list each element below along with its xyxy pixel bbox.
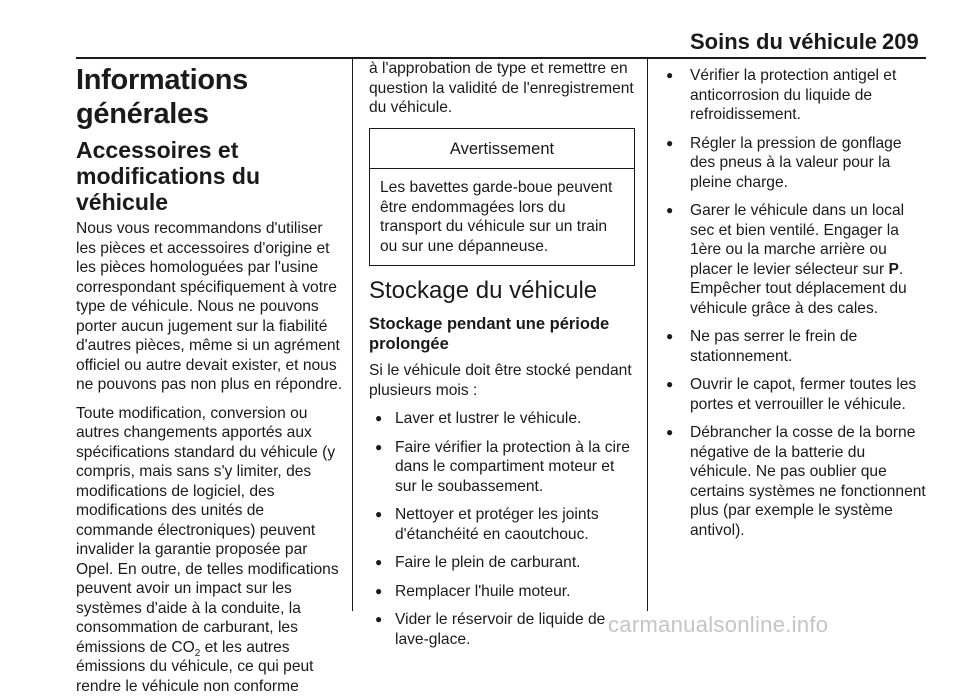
storage-heading: Stockage du véhicule	[369, 278, 635, 304]
list-item: ● Ouvrir le capot, fermer toutes les portes et verrouiller le véhicule.	[658, 375, 930, 414]
section-heading: Informations générales	[76, 63, 344, 131]
selector-position-p: P	[888, 261, 898, 278]
list-item	[658, 201, 930, 318]
storage-intro: Si le véhicule doit être stocké pendant plusieurs mois :	[369, 361, 635, 400]
page-number: 209	[882, 29, 919, 55]
list-item: ● Faire le plein de carburant.	[369, 553, 635, 573]
storage-bullet-list	[369, 409, 635, 649]
paragraph-modifications-part-2: et les autres émissions du véhicule, ce qui peut rendre le véhicule non conforme	[76, 639, 314, 695]
paragraph-continuation: à l'approbation de type et remettre en question la validité de l'enregistrement du véhicule.	[369, 59, 635, 118]
paragraph-modifications	[76, 404, 344, 696]
watermark: carmanualsonline.info	[608, 612, 828, 638]
warning-title: Avertissement	[370, 129, 634, 170]
storage-subheading: Stockage pendant une période prolongée	[369, 314, 635, 354]
list-item: ● Nettoyer et protéger les joints d'étanchéité en caoutchouc.	[369, 505, 635, 544]
paragraph-modifications-part-1: Toute modification, conversion ou autres changements apportés aux spécifications standard du véhicule (y compris, mais sans s'y limiter, des modifications de logiciel, des modifications des unités de commande électroniques) peuvent invalider la garantie proposée par Opel. En outre, de telles modifications peuvent avoir un impact sur les systèmes d'aide à la conduite, la consommation de carburant, les émissions de CO	[76, 405, 339, 656]
paragraph-accessories: Nous vous recommandons d'utiliser les pièces et accessoires d'origine et les pièces homologuées par l'usine correspondant spécifiquement à votre type de véhicule. Nous ne pouvons porter aucun jugement sur la fiabilité d'autres pièces, même si un agrément officiel ou autre devait exister, et nous ne pouvons pas non plus en répondre.	[76, 219, 344, 395]
running-header-title: Soins du véhicule	[690, 29, 877, 55]
list-item: ● Vérifier la protection antigel et anticorrosion du liquide de refroidissement.	[658, 66, 930, 125]
storage-bullet-list-continued	[658, 66, 930, 540]
list-item: ● Faire vérifier la protection à la cire dans le compartiment moteur et sur le soubassement.	[369, 438, 635, 497]
list-item: ● Débrancher la cosse de la borne négative de la batterie du véhicule. Ne pas oublier que certains systèmes ne fonctionnent plus (par exemple le système antivol).	[658, 423, 930, 540]
column-divider-2	[647, 59, 648, 611]
list-item-part-1: Garer le véhicule dans un local sec et bien ventilé. Engager la 1ère ou la marche arrière ou placer le levier sélecteur sur	[690, 202, 904, 278]
co2-subscript: 2	[195, 648, 201, 659]
list-item: ● Vider le réservoir de liquide de lave-glace.	[369, 610, 635, 649]
subsection-heading: Accessoires et modifications du véhicule	[76, 137, 344, 215]
column-1	[76, 59, 344, 696]
column-3	[658, 59, 930, 549]
column-2	[369, 59, 635, 658]
list-item: ● Ne pas serrer le frein de stationnement.	[658, 327, 930, 366]
list-item: ● Remplacer l'huile moteur.	[369, 582, 635, 602]
list-item: ● Laver et lustrer le véhicule.	[369, 409, 635, 429]
list-item: ● Régler la pression de gonflage des pneus à la valeur pour la pleine charge.	[658, 134, 930, 193]
warning-text: Les bavettes garde-boue peuvent être endommagées lors du transport du véhicule sur un train ou sur une dépanneuse.	[370, 169, 634, 265]
warning-box	[369, 128, 635, 267]
column-divider-1	[352, 59, 353, 611]
list-item-part-2: . Empêcher tout déplacement du véhicule grâce à des cales.	[690, 261, 907, 317]
